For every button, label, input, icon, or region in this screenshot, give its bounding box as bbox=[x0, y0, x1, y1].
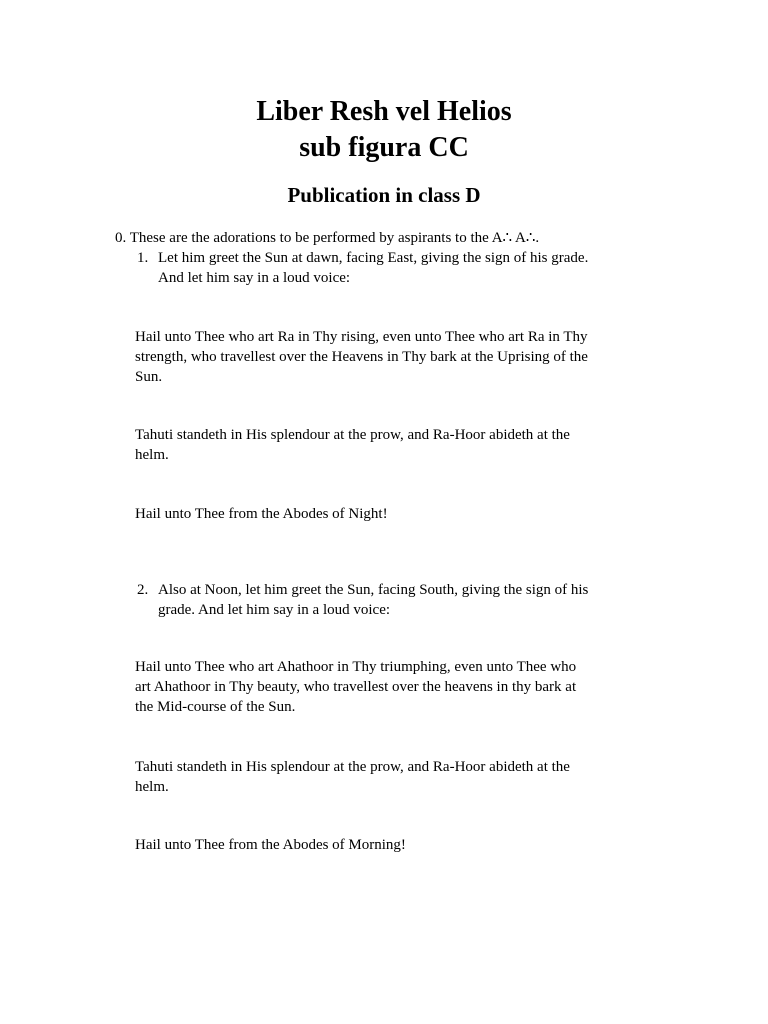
section-2-hail-line-1: Hail unto Thee who art Ahathoor in Thy triumphing, even unto Thee who bbox=[135, 659, 577, 675]
section-2-hail-line-2: art Ahathoor in Thy beauty, who travellest over the heavens in thy bark at bbox=[135, 679, 577, 695]
section-1-tahuti-line-1: Tahuti standeth in His splendour at the prow, and Ra-Hoor abideth at the bbox=[135, 427, 570, 443]
section-1-hail-night: Hail unto Thee from the Abodes of Night! bbox=[135, 506, 388, 522]
section-2-hail-line-3: the Mid-course of the Sun. bbox=[135, 699, 296, 715]
section-2-tahuti-line-1: Tahuti standeth in His splendour at the prow, and Ra-Hoor abideth at the bbox=[135, 759, 570, 775]
document-title-line-2: sub figura CC bbox=[299, 132, 469, 163]
section-2-instruction-line-1: Also at Noon, let him greet the Sun, facing South, giving the sign of his bbox=[158, 582, 589, 598]
intro-paragraph: 0. These are the adorations to be performed by aspirants to the A∴ A∴. bbox=[115, 230, 540, 246]
section-2-tahuti-line-2: helm. bbox=[135, 779, 169, 795]
document-subtitle: Publication in class D bbox=[287, 183, 481, 207]
section-1-instruction-line-1: Let him greet the Sun at dawn, facing East, giving the sign of his grade. bbox=[158, 250, 589, 266]
section-1-hail-line-3: Sun. bbox=[135, 369, 163, 385]
section-1-hail-line-1: Hail unto Thee who art Ra in Thy rising, even unto Thee who art Ra in Thy bbox=[135, 329, 588, 345]
section-2-hail-morning: Hail unto Thee from the Abodes of Morning! bbox=[135, 837, 406, 853]
section-1-instruction-line-2: And let him say in a loud voice: bbox=[158, 270, 351, 286]
section-1-tahuti-line-2: helm. bbox=[135, 447, 169, 463]
section-1-number: 1. bbox=[137, 250, 149, 266]
section-1-hail-line-2: strength, who travellest over the Heavens in Thy bark at the Uprising of the bbox=[135, 349, 588, 365]
document-title-line-1: Liber Resh vel Helios bbox=[256, 96, 512, 127]
section-2-instruction-line-2: grade. And let him say in a loud voice: bbox=[158, 602, 391, 618]
section-2-number: 2. bbox=[137, 582, 149, 598]
